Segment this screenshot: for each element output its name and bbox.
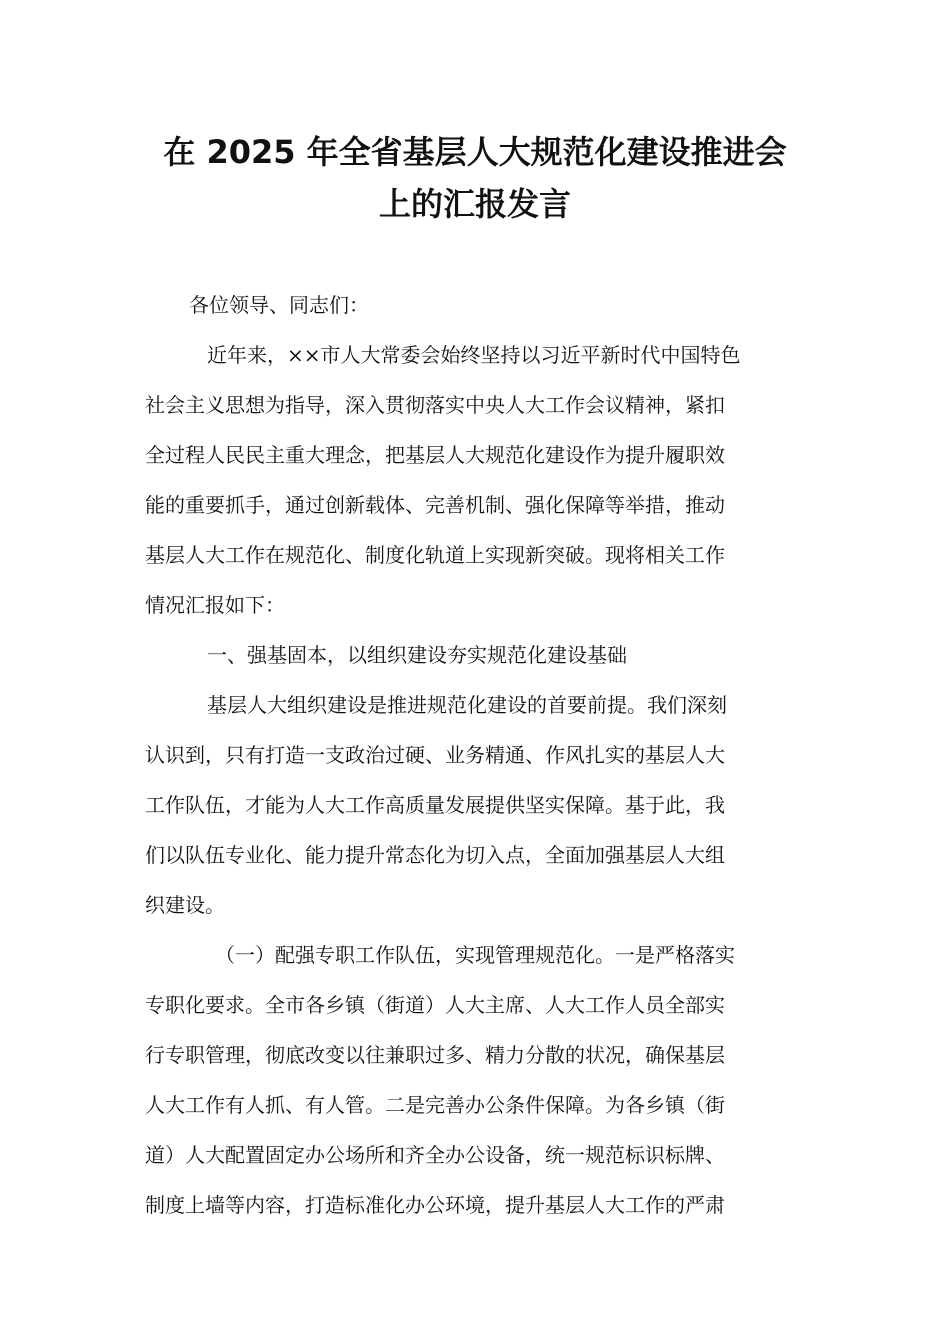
title-line-1: 在 2025 年全省基层人大规范化建设推进会 [163,133,787,171]
paragraph-line: 人大工作有人抓、有人管。二是完善办公条件保障。为各乡镇（街 [145,1093,725,1117]
paragraph-line: 能的重要抓手，通过创新载体、完善机制、强化保障等举措，推动 [145,493,725,517]
intro-paragraph [145,330,805,630]
paragraph-line: 们以队伍专业化、能力提升常态化为切入点，全面加强基层人大组 [145,843,725,867]
paragraph-line: 基层人大组织建设是推进规范化建设的首要前提。我们深刻 [207,693,727,717]
paragraph-line: （一）配强专职工作队伍，实现管理规范化。一是严格落实 [215,943,735,967]
document-title [120,126,830,230]
paragraph-line: 制度上墙等内容，打造标准化办公环境，提升基层人大工作的严肃 [145,1193,725,1217]
paragraph-line: 行专职管理，彻底改变以往兼职过多、精力分散的状况，确保基层 [145,1043,725,1067]
section-1-paragraph [145,680,805,930]
salutation [145,280,805,330]
paragraph-line: 社会主义思想为指导，深入贯彻落实中央人大工作会议精神，紧扣 [145,393,725,417]
paragraph-line: 道）人大配置固定办公场所和齐全办公设备，统一规范标识标牌、 [145,1143,725,1167]
title-line-2: 上的汇报发言 [378,185,571,223]
subsection-1-paragraph [145,930,805,1230]
paragraph-line: 认识到，只有打造一支政治过硬、业务精通、作风扎实的基层人大 [145,743,725,767]
paragraph-line: 工作队伍，才能为人大工作高质量发展提供坚实保障。基于此，我 [145,793,725,817]
paragraph-line: 全过程人民民主重大理念，把基层人大规范化建设作为提升履职效 [145,443,725,467]
paragraph-line: 专职化要求。全市各乡镇（街道）人大主席、人大工作人员全部实 [145,993,725,1017]
paragraph-line: 织建设。 [145,893,225,917]
paragraph-line: 近年来，××市人大常委会始终坚持以习近平新时代中国特色 [207,343,741,367]
paragraph-line: 基层人大工作在规范化、制度化轨道上实现新突破。现将相关工作 [145,543,725,567]
paragraph-line: 情况汇报如下： [145,593,285,617]
document-body [145,280,805,1230]
section-1-heading [145,630,805,680]
salutation-text: 各位领导、同志们： [189,293,369,317]
section-heading-text: 一、强基固本，以组织建设夯实规范化建设基础 [207,643,627,667]
